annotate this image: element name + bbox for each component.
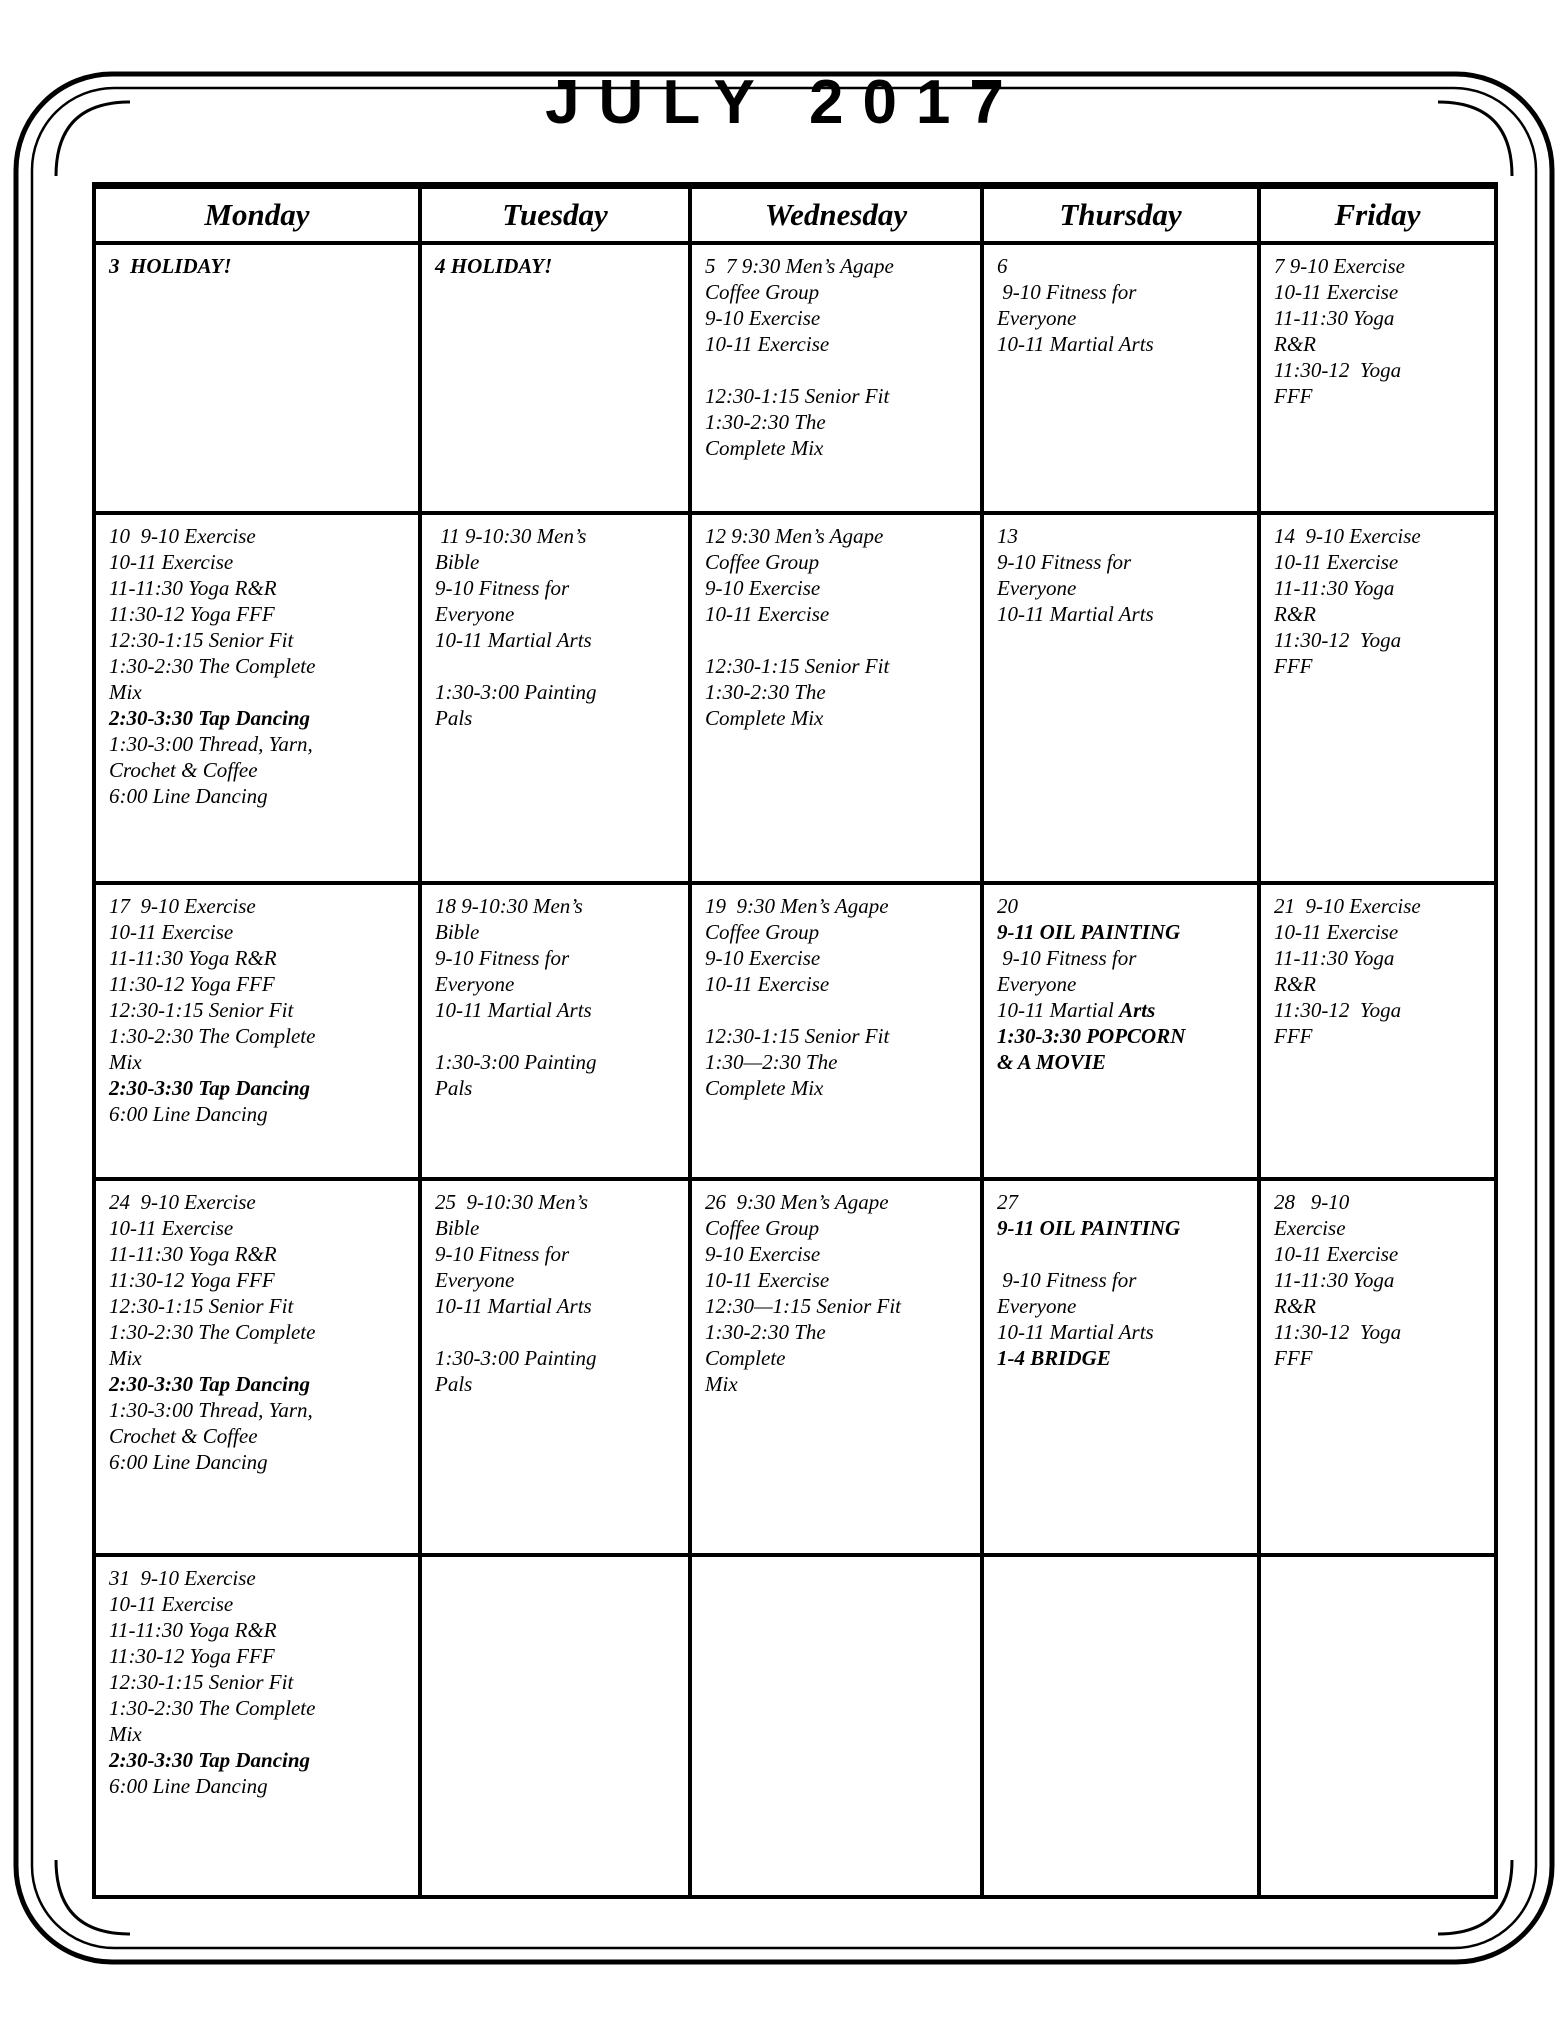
day-cell-week4-tuesday	[420, 1179, 690, 1555]
week-row-3	[94, 883, 1496, 1179]
day-cell-week4-thursday	[982, 1179, 1259, 1555]
event-line: R&R	[1274, 332, 1316, 356]
week-row-1	[94, 243, 1496, 513]
week-row-5	[94, 1555, 1496, 1897]
event-line: 10-11 Martial Arts	[435, 628, 592, 652]
event-line: 11:30-12 Yoga	[1274, 628, 1402, 652]
event-line: 27	[997, 1190, 1018, 1214]
event-line: Crochet & Coffee	[109, 1424, 258, 1448]
event-line: 12:30-1:15 Senior Fit	[109, 1670, 294, 1694]
event-line: 9-11 OIL PAINTING	[997, 1216, 1181, 1240]
event-line: Exercise	[1274, 1216, 1346, 1240]
event-line: 10-11 Exercise	[705, 1268, 830, 1292]
event-line: R&R	[1274, 1294, 1316, 1318]
event-line: FFF	[1274, 1346, 1313, 1370]
event-line: 10-11 Martial Arts	[997, 998, 1156, 1022]
week-row-2	[94, 513, 1496, 883]
event-line: FFF	[1274, 384, 1313, 408]
event-line: Complete Mix	[705, 706, 824, 730]
event-line: 18 9-10:30 Men’s	[435, 894, 583, 918]
event-line: 9-10 Fitness for	[997, 550, 1132, 574]
day-cell-week3-wednesday	[690, 883, 982, 1179]
event-line: 10-11 Exercise	[1274, 280, 1399, 304]
event-line	[435, 653, 684, 679]
event-line: 10-11 Martial Arts	[435, 998, 592, 1022]
event-line: 2:30-3:30 Tap Dancing	[109, 706, 311, 730]
event-line: 9-10 Fitness for	[435, 576, 570, 600]
day-header-wednesday: Wednesday	[690, 186, 982, 244]
event-line: 9-11 OIL PAINTING	[997, 920, 1181, 944]
event-line: 1:30-3:00 Painting	[435, 1050, 597, 1074]
event-line: Everyone	[435, 972, 515, 996]
event-line: Everyone	[435, 1268, 515, 1292]
event-line: 17 9-10 Exercise	[109, 894, 256, 918]
day-header-tuesday: Tuesday	[420, 186, 690, 244]
event-line: 2:30-3:30 Tap Dancing	[109, 1076, 311, 1100]
event-line: R&R	[1274, 972, 1316, 996]
event-line: 1:30-2:30 The	[705, 410, 826, 434]
event-line: 11:30-12 Yoga	[1274, 998, 1402, 1022]
event-line: 11-11:30 Yoga	[1274, 946, 1395, 970]
event-line: 14 9-10 Exercise	[1274, 524, 1421, 548]
event-line: 11-11:30 Yoga	[1274, 1268, 1395, 1292]
event-line: 11:30-12 Yoga FFF	[109, 602, 275, 626]
event-line: Bible	[435, 550, 480, 574]
event-line: Everyone	[435, 602, 515, 626]
header-row	[94, 186, 1496, 244]
day-header-friday: Friday	[1259, 186, 1496, 244]
event-line: 9-10 Exercise	[705, 306, 821, 330]
event-line: Coffee Group	[705, 920, 820, 944]
day-cell-week2-wednesday	[690, 513, 982, 883]
calendar-table	[92, 182, 1498, 1899]
day-cell-week1-friday	[1259, 243, 1496, 513]
event-line: 7 9-10 Exercise	[1274, 254, 1406, 278]
event-line: Pals	[435, 1372, 473, 1396]
event-line: 10-11 Exercise	[109, 920, 234, 944]
day-cell-week4-wednesday	[690, 1179, 982, 1555]
event-line: 9-10 Exercise	[705, 1242, 821, 1266]
event-line: 10-11 Martial Arts	[997, 332, 1154, 356]
day-cell-week3-monday	[94, 883, 420, 1179]
event-line: 10-11 Martial Arts	[997, 1320, 1154, 1344]
event-line: 9-10 Fitness for	[997, 946, 1137, 970]
event-line: 11-11:30 Yoga R&R	[109, 1618, 277, 1642]
event-line: 11:30-12 Yoga FFF	[109, 1268, 275, 1292]
event-line: Everyone	[997, 576, 1077, 600]
event-line: 19 9:30 Men’s Agape	[705, 894, 889, 918]
day-cell-week5-wednesday	[690, 1555, 982, 1897]
event-line: 21 9-10 Exercise	[1274, 894, 1421, 918]
event-line: 6	[997, 254, 1008, 278]
event-line: Pals	[435, 1076, 473, 1100]
event-line: 9-10 Fitness for	[997, 1268, 1137, 1292]
event-line: 11:30-12 Yoga FFF	[109, 1644, 275, 1668]
event-line: 12:30-1:15 Senior Fit	[705, 654, 890, 678]
event-line: 10-11 Exercise	[705, 332, 830, 356]
event-line: 9-10 Fitness for	[997, 280, 1137, 304]
event-line: 6:00 Line Dancing	[109, 1102, 268, 1126]
event-line: 10-11 Exercise	[705, 602, 830, 626]
event-line: FFF	[1274, 654, 1313, 678]
event-line: Complete Mix	[705, 436, 824, 460]
event-line	[997, 1241, 1253, 1267]
day-cell-week5-tuesday	[420, 1555, 690, 1897]
event-line: Complete	[705, 1346, 786, 1370]
event-line: 10-11 Exercise	[109, 1592, 234, 1616]
week-row-4	[94, 1179, 1496, 1555]
event-line: R&R	[1274, 602, 1316, 626]
event-line: 11-11:30 Yoga R&R	[109, 1242, 277, 1266]
event-line: 4 HOLIDAY!	[435, 254, 553, 278]
day-cell-week3-tuesday	[420, 883, 690, 1179]
event-line: 1:30-2:30 The Complete	[109, 654, 316, 678]
event-line: 10-11 Martial Arts	[435, 1294, 592, 1318]
event-line: 24 9-10 Exercise	[109, 1190, 256, 1214]
event-line: 12:30—1:15 Senior Fit	[705, 1294, 901, 1318]
event-line: 9-10 Exercise	[705, 576, 821, 600]
event-line	[705, 357, 976, 383]
event-line: 11-11:30 Yoga R&R	[109, 576, 277, 600]
event-line: Mix	[109, 1722, 142, 1746]
day-cell-week1-wednesday	[690, 243, 982, 513]
day-cell-week3-friday	[1259, 883, 1496, 1179]
event-line: 1:30-3:00 Painting	[435, 680, 597, 704]
event-line: 31 9-10 Exercise	[109, 1566, 256, 1590]
event-line: 12:30-1:15 Senior Fit	[109, 1294, 294, 1318]
event-line: 1:30-2:30 The Complete	[109, 1024, 316, 1048]
event-line: 10-11 Exercise	[1274, 1242, 1399, 1266]
event-line: 2:30-3:30 Tap Dancing	[109, 1372, 311, 1396]
event-line: 11 9-10:30 Men’s	[435, 524, 587, 548]
event-line: 9-10 Fitness for	[435, 1242, 570, 1266]
event-line: 10-11 Exercise	[109, 1216, 234, 1240]
day-cell-week2-tuesday	[420, 513, 690, 883]
event-line: Mix	[109, 1346, 142, 1370]
event-line: 11:30-12 Yoga	[1274, 1320, 1402, 1344]
day-cell-week3-thursday	[982, 883, 1259, 1179]
event-line: 6:00 Line Dancing	[109, 1774, 268, 1798]
day-cell-week5-friday	[1259, 1555, 1496, 1897]
event-line: 25 9-10:30 Men’s	[435, 1190, 589, 1214]
event-line: 10-11 Exercise	[1274, 920, 1399, 944]
event-line: 13	[997, 524, 1018, 548]
event-line: 9-10 Fitness for	[435, 946, 570, 970]
day-header-monday: Monday	[94, 186, 420, 244]
event-line: Mix	[109, 680, 142, 704]
event-line: 11-11:30 Yoga	[1274, 306, 1395, 330]
event-line: Everyone	[997, 1294, 1077, 1318]
event-line: Everyone	[997, 972, 1077, 996]
event-line: 12:30-1:15 Senior Fit	[705, 1024, 890, 1048]
event-line: Everyone	[997, 306, 1077, 330]
event-line: 1:30-2:30 The Complete	[109, 1320, 316, 1344]
event-line: Coffee Group	[705, 280, 820, 304]
day-cell-week1-monday	[94, 243, 420, 513]
event-line: 1:30-2:30 The	[705, 680, 826, 704]
event-line: 10-11 Exercise	[1274, 550, 1399, 574]
event-line: Bible	[435, 1216, 480, 1240]
event-line: 12:30-1:15 Senior Fit	[705, 384, 890, 408]
event-line: 6:00 Line Dancing	[109, 784, 268, 808]
day-cell-week5-monday	[94, 1555, 420, 1897]
event-line: 1:30-3:30 POPCORN	[997, 1024, 1186, 1048]
event-line: 1-4 BRIDGE	[997, 1346, 1111, 1370]
event-line: 12 9:30 Men’s Agape	[705, 524, 884, 548]
event-line: 10 9-10 Exercise	[109, 524, 256, 548]
event-line: 6:00 Line Dancing	[109, 1450, 268, 1474]
event-line: 5 7 9:30 Men’s Agape	[705, 254, 894, 278]
day-cell-week2-monday	[94, 513, 420, 883]
day-cell-week1-thursday	[982, 243, 1259, 513]
event-line: 1:30-3:00 Thread, Yarn,	[109, 732, 313, 756]
calendar-body	[94, 243, 1496, 1897]
event-line: Coffee Group	[705, 550, 820, 574]
day-cell-week5-thursday	[982, 1555, 1259, 1897]
event-line: 28 9-10	[1274, 1190, 1350, 1214]
day-cell-week2-thursday	[982, 513, 1259, 883]
event-line: 1:30-3:00 Thread, Yarn,	[109, 1398, 313, 1422]
event-line: 26 9:30 Men’s Agape	[705, 1190, 889, 1214]
event-line: 11-11:30 Yoga	[1274, 576, 1395, 600]
event-line: 12:30-1:15 Senior Fit	[109, 998, 294, 1022]
event-line: Mix	[109, 1050, 142, 1074]
event-line	[435, 1023, 684, 1049]
event-line: 3 HOLIDAY!	[109, 254, 232, 278]
event-line: 11:30-12 Yoga	[1274, 358, 1402, 382]
event-line: 1:30-2:30 The	[705, 1320, 826, 1344]
event-line: 10-11 Exercise	[109, 550, 234, 574]
event-line: & A MOVIE	[997, 1050, 1106, 1074]
event-line: 1:30-2:30 The Complete	[109, 1696, 316, 1720]
event-line	[705, 997, 976, 1023]
event-line: Bible	[435, 920, 480, 944]
event-line: 1:30—2:30 The	[705, 1050, 838, 1074]
event-line	[705, 627, 976, 653]
event-line: 2:30-3:30 Tap Dancing	[109, 1748, 311, 1772]
event-line: FFF	[1274, 1024, 1313, 1048]
event-line: 20	[997, 894, 1018, 918]
day-header-thursday: Thursday	[982, 186, 1259, 244]
event-line: Pals	[435, 706, 473, 730]
event-line	[435, 1319, 684, 1345]
event-line: 12:30-1:15 Senior Fit	[109, 628, 294, 652]
event-line: 9-10 Exercise	[705, 946, 821, 970]
event-line: 11-11:30 Yoga R&R	[109, 946, 277, 970]
event-line: Complete Mix	[705, 1076, 824, 1100]
event-line: 11:30-12 Yoga FFF	[109, 972, 275, 996]
day-cell-week2-friday	[1259, 513, 1496, 883]
page-title: JULY 2017	[545, 68, 1023, 137]
event-line: Coffee Group	[705, 1216, 820, 1240]
event-line: 10-11 Martial Arts	[997, 602, 1154, 626]
event-line: 10-11 Exercise	[705, 972, 830, 996]
event-line: Mix	[705, 1372, 738, 1396]
day-cell-week1-tuesday	[420, 243, 690, 513]
day-cell-week4-friday	[1259, 1179, 1496, 1555]
event-line: 1:30-3:00 Painting	[435, 1346, 597, 1370]
day-cell-week4-monday	[94, 1179, 420, 1555]
event-line: Crochet & Coffee	[109, 758, 258, 782]
